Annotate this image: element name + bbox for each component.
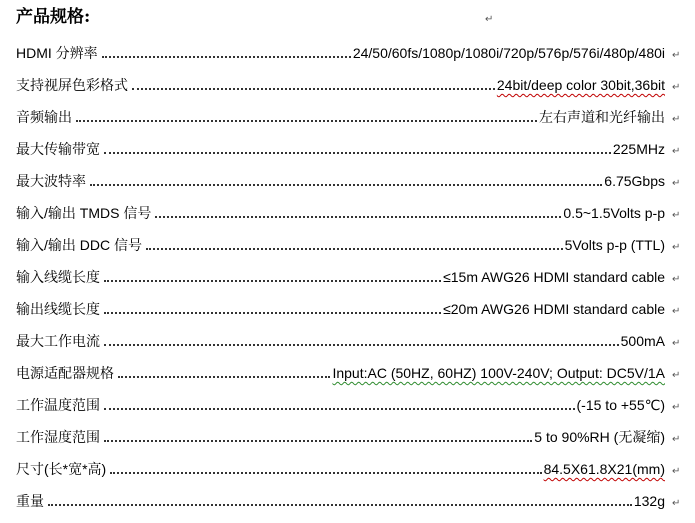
spec-value: ≤20m AWG26 HDMI standard cable [443, 301, 665, 317]
spec-label: 输入线缆长度 [16, 269, 100, 285]
spec-label: 支持视屏色彩格式 [16, 77, 128, 93]
page-title: 产品规格: [16, 7, 91, 27]
spec-row-tmds-signal [16, 200, 665, 222]
spec-row-bandwidth [16, 136, 665, 158]
paragraph-mark-icon: ↵ [672, 274, 681, 285]
spec-label: 工作湿度范围 [16, 429, 100, 445]
spec-value: Input:AC (50HZ, 60HZ) 100V-240V; Output: DC5V/1A [332, 365, 665, 381]
dot-leader [132, 88, 495, 90]
spec-row-power-adapter [16, 360, 665, 382]
paragraph-mark-icon: ↵ [672, 306, 681, 317]
spec-label: 电源适配器规格 [16, 365, 114, 381]
spec-row-weight [16, 488, 665, 510]
dot-leader [155, 216, 561, 218]
dot-leader [102, 56, 351, 58]
spec-label: 音频输出 [16, 109, 72, 125]
spec-value: 6.75Gbps [604, 173, 665, 189]
dot-leader [110, 472, 541, 474]
spec-row-ddc-signal [16, 232, 665, 254]
dot-leader [118, 376, 330, 378]
paragraph-mark-icon: ↵ [672, 402, 681, 413]
spec-row-baud-rate [16, 168, 665, 190]
dot-leader [104, 408, 575, 410]
paragraph-mark-icon: ↵ [672, 146, 681, 157]
spec-label: 输入/输出 DDC 信号 [16, 237, 142, 253]
paragraph-mark-icon: ↵ [672, 370, 681, 381]
paragraph-mark-icon: ↵ [672, 50, 681, 61]
spec-row-audio-output [16, 104, 665, 126]
spec-row-color-format [16, 72, 665, 94]
dot-leader [104, 344, 619, 346]
spec-row-current [16, 328, 665, 350]
spec-row-dimensions [16, 456, 665, 478]
dot-leader [76, 120, 537, 122]
spec-row-output-cable [16, 296, 665, 318]
paragraph-mark-icon: ↵ [672, 210, 681, 221]
spec-value: 24bit/deep color 30bit,36bit [496, 77, 665, 93]
spec-value: 0.5~1.5Volts p-p [563, 205, 665, 221]
spec-label: 重量 [16, 493, 44, 509]
spec-row-humidity [16, 424, 665, 446]
spec-label: 最大工作电流 [16, 333, 100, 349]
paragraph-mark-icon: ↵ [672, 114, 681, 125]
dot-leader [104, 312, 441, 314]
spec-label: 输入/输出 TMDS 信号 [16, 205, 152, 221]
spec-value: 225MHz [612, 141, 665, 157]
paragraph-mark-icon: ↵ [485, 14, 494, 25]
spec-label: 输出线缆长度 [16, 301, 100, 317]
paragraph-mark-icon: ↵ [672, 82, 681, 93]
spec-value: 132g [633, 493, 665, 509]
spec-value: 24/50/60fs/1080p/1080i/720p/576p/576i/480p/480i [352, 45, 665, 61]
dot-leader [104, 280, 441, 282]
spec-label: 最大传输带宽 [16, 141, 100, 157]
spec-row-input-cable [16, 264, 665, 286]
spec-value: ≤15m AWG26 HDMI standard cable [443, 269, 665, 285]
spec-row-temperature [16, 392, 665, 414]
spec-label: 工作温度范围 [16, 397, 100, 413]
spec-value: 左右声道和光纤输出 [539, 109, 665, 125]
dot-leader [48, 504, 632, 506]
dot-leader [90, 184, 602, 186]
spec-row-resolution [16, 40, 665, 62]
paragraph-mark-icon: ↵ [672, 242, 681, 253]
spec-value: 5 to 90%RH (无凝缩) [534, 429, 665, 445]
paragraph-mark-icon: ↵ [672, 498, 681, 509]
spec-value: 84.5X61.8X21(mm) [543, 461, 665, 477]
dot-leader [104, 440, 532, 442]
paragraph-mark-icon: ↵ [672, 178, 681, 189]
paragraph-mark-icon: ↵ [672, 338, 681, 349]
dot-leader [146, 248, 563, 250]
spec-value: 500mA [620, 333, 665, 349]
dot-leader [104, 152, 611, 154]
spec-label: HDMI 分辨率 [16, 45, 98, 61]
spec-label: 最大波特率 [16, 173, 86, 189]
spec-value: (-15 to +55℃) [576, 397, 665, 413]
paragraph-mark-icon: ↵ [672, 434, 681, 445]
paragraph-mark-icon: ↵ [672, 466, 681, 477]
spec-label: 尺寸(长*宽*高) [16, 461, 107, 477]
spec-value: 5Volts p-p (TTL) [564, 237, 665, 253]
